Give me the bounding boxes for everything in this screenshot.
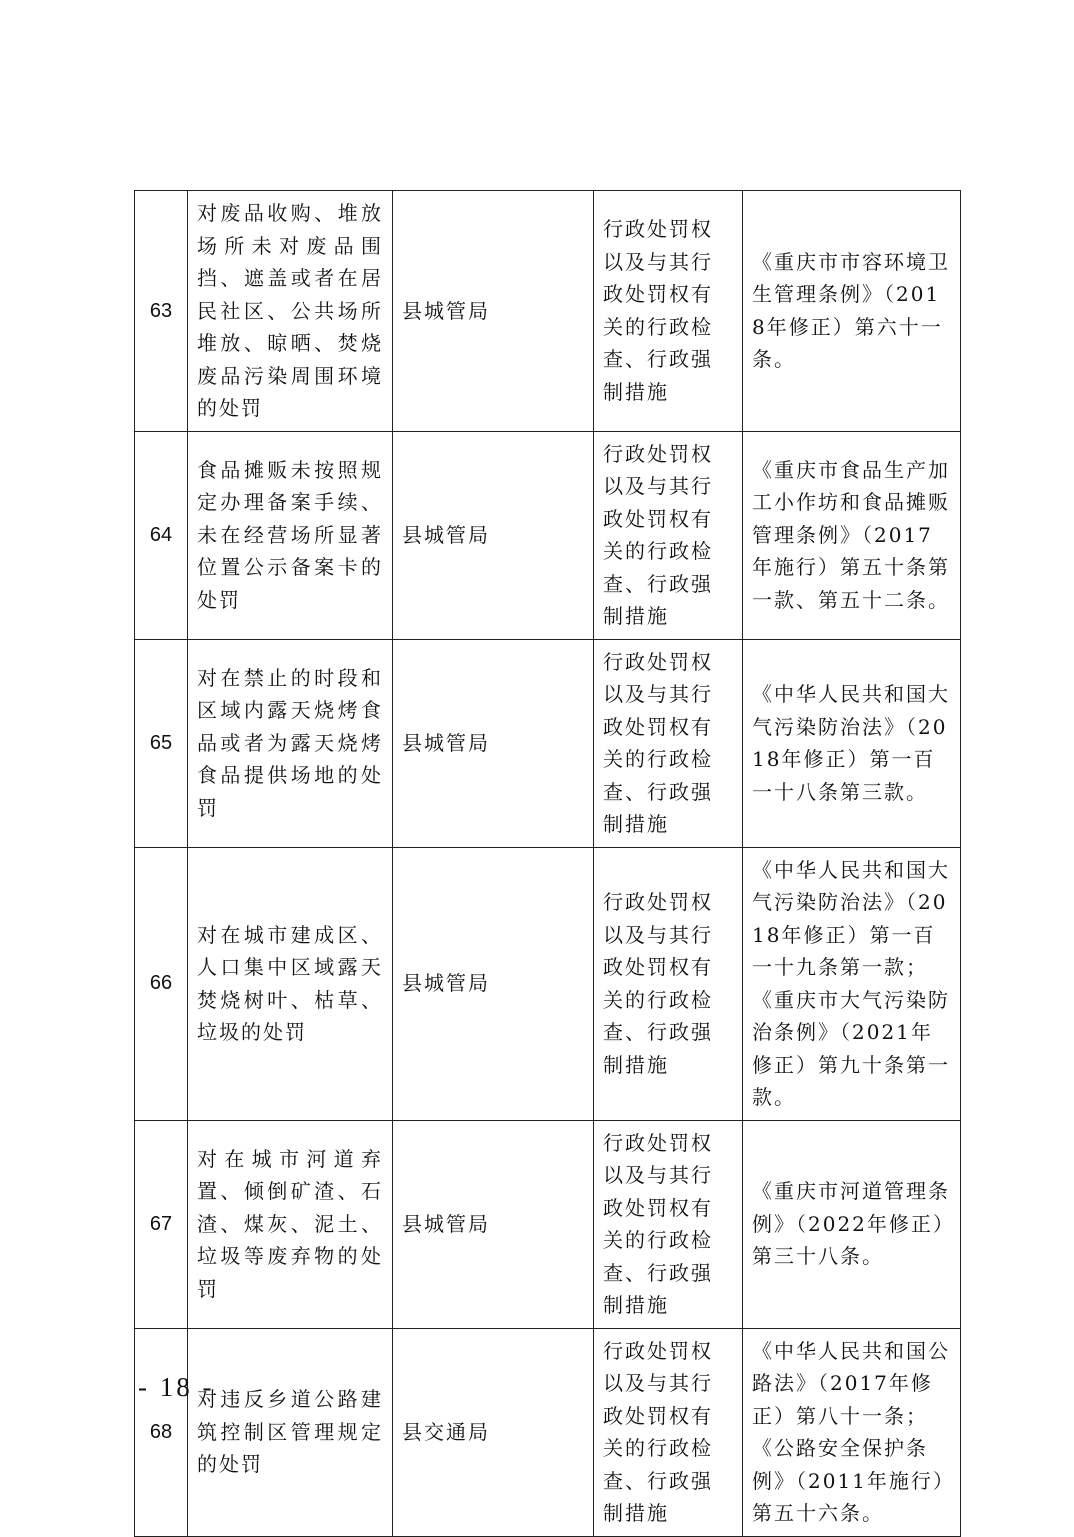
legal-basis: 《重庆市市容环境卫生管理条例》（2018年修正）第六十一条。 [743,191,961,432]
row-number: 66 [135,847,188,1120]
power-type: 行政处罚权以及与其行政处罚权有关的行政检查、行政强制措施 [594,639,743,847]
department: 县城管局 [393,847,594,1120]
row-number: 67 [135,1120,188,1328]
table-row [135,191,961,432]
legal-basis: 《中华人民共和国大气污染防治法》（2018年修正）第一百一十八条第三款。 [743,639,961,847]
department: 县城管局 [393,191,594,432]
department: 县城管局 [393,639,594,847]
row-number: 64 [135,431,188,639]
row-number: 65 [135,639,188,847]
item-name: 对在禁止的时段和区域内露天烧烤食品或者为露天烧烤食品提供场地的处罚 [188,639,393,847]
table-row [135,1328,961,1536]
power-type: 行政处罚权以及与其行政处罚权有关的行政检查、行政强制措施 [594,1328,743,1536]
item-name: 对废品收购、堆放场所未对废品围挡、遮盖或者在居民社区、公共场所堆放、晾晒、焚烧废品污染周围环境的处罚 [188,191,393,432]
table-row [135,1120,961,1328]
row-number: 68 [135,1328,188,1536]
item-name: 对在城市建成区、人口集中区域露天焚烧树叶、枯草、垃圾的处罚 [188,847,393,1120]
department: 县城管局 [393,1120,594,1328]
table-row [135,639,961,847]
power-type: 行政处罚权以及与其行政处罚权有关的行政检查、行政强制措施 [594,1120,743,1328]
power-type: 行政处罚权以及与其行政处罚权有关的行政检查、行政强制措施 [594,847,743,1120]
page-number: - 18 - [138,1372,215,1402]
power-type: 行政处罚权以及与其行政处罚权有关的行政检查、行政强制措施 [594,191,743,432]
item-name: 食品摊贩未按照规定办理备案手续、未在经营场所显著位置公示备案卡的处罚 [188,431,393,639]
table-row [135,431,961,639]
legal-basis: 《中华人民共和国公路法》（2017年修正）第八十一条；《公路安全保护条例》（2011年施行）第五十六条。 [743,1328,961,1536]
item-name: 对在城市河道弃置、倾倒矿渣、石渣、煤灰、泥土、垃圾等废弃物的处罚 [188,1120,393,1328]
power-type: 行政处罚权以及与其行政处罚权有关的行政检查、行政强制措施 [594,431,743,639]
legal-basis: 《重庆市河道管理条例》（2022年修正）第三十八条。 [743,1120,961,1328]
department: 县城管局 [393,431,594,639]
legal-basis: 《中华人民共和国大气污染防治法》（2018年修正）第一百一十九条第一款；《重庆市大气污染防治条例》（2021年修正）第九十条第一款。 [743,847,961,1120]
legal-basis: 《重庆市食品生产加工小作坊和食品摊贩管理条例》（2017年施行）第五十条第一款、第五十二条。 [743,431,961,639]
department: 县交通局 [393,1328,594,1536]
enforcement-table [134,190,961,1537]
table-row [135,847,961,1120]
row-number: 63 [135,191,188,432]
item-name: 对违反乡道公路建筑控制区管理规定的处罚 [188,1328,393,1536]
